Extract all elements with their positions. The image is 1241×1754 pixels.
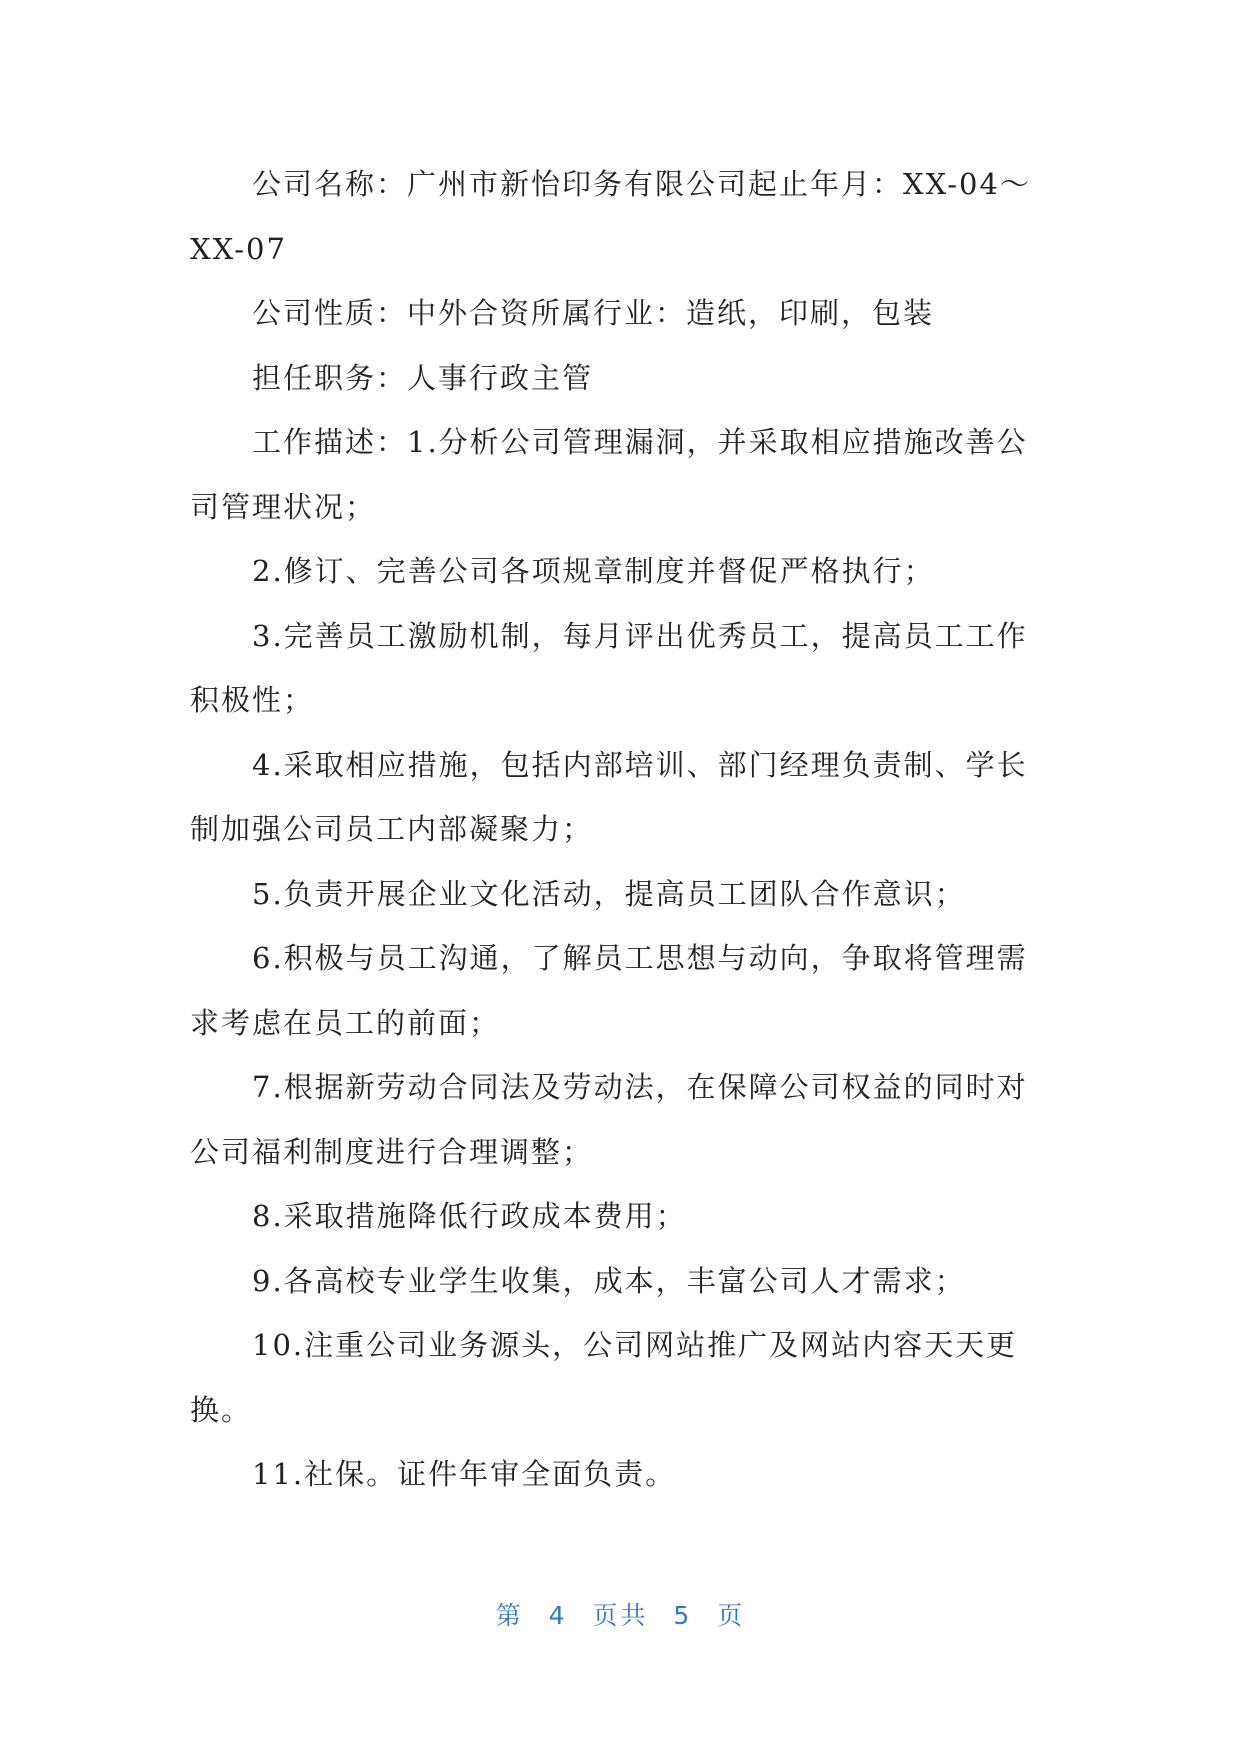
paragraph-item-2: 2.修订、完善公司各项规章制度并督促严格执行； — [252, 554, 935, 588]
paragraph-item-9: 9.各高校专业学生收集，成本，丰富公司人才需求； — [252, 1263, 966, 1298]
paragraph-item-7: 7.根据新劳动合同法及劳动法，在保障公司权益的同时对公司福利制度进行合理调整； — [190, 1070, 1028, 1169]
paragraph-position: 担任职务：人事行政主管 — [252, 360, 594, 395]
paragraph-item-5: 5.负责开展企业文化活动，提高员工团队合作意识； — [252, 876, 966, 911]
paragraph-item-10: 10.注重公司业务源头，公司网站推广及网站内容天天更换。 — [190, 1328, 1018, 1427]
paragraph-item-6: 6.积极与员工沟通，了解员工思想与动向，争取将管理需求考虑在员工的前面； — [190, 941, 1028, 1040]
page-number-footer — [0, 1596, 1241, 1632]
page-number-label: 第 4 页共 5 页 — [495, 1601, 746, 1630]
paragraph-job-description: 工作描述：1.分析公司管理漏洞，并采取相应措施改善公司管理状况； — [190, 425, 1028, 524]
paragraph-item-11: 11.社保。证件年审全面负责。 — [252, 1457, 677, 1491]
paragraph-company-name: 公司名称：广州市新怡印务有限公司起止年月：XX-04～XX-07 — [190, 167, 1031, 266]
paragraph-item-4: 4.采取相应措施，包括内部培训、部门经理负责制、学长制加强公司员工内部凝聚力； — [190, 747, 1028, 846]
document-body — [190, 152, 1040, 1507]
paragraph-item-3: 3.完善员工激励机制，每月评出优秀员工，提高员工工作积极性； — [190, 618, 1028, 717]
paragraph-item-8: 8.采取措施降低行政成本费用； — [252, 1199, 687, 1233]
paragraph-company-type: 公司性质：中外合资所属行业：造纸，印刷，包装 — [252, 296, 935, 330]
